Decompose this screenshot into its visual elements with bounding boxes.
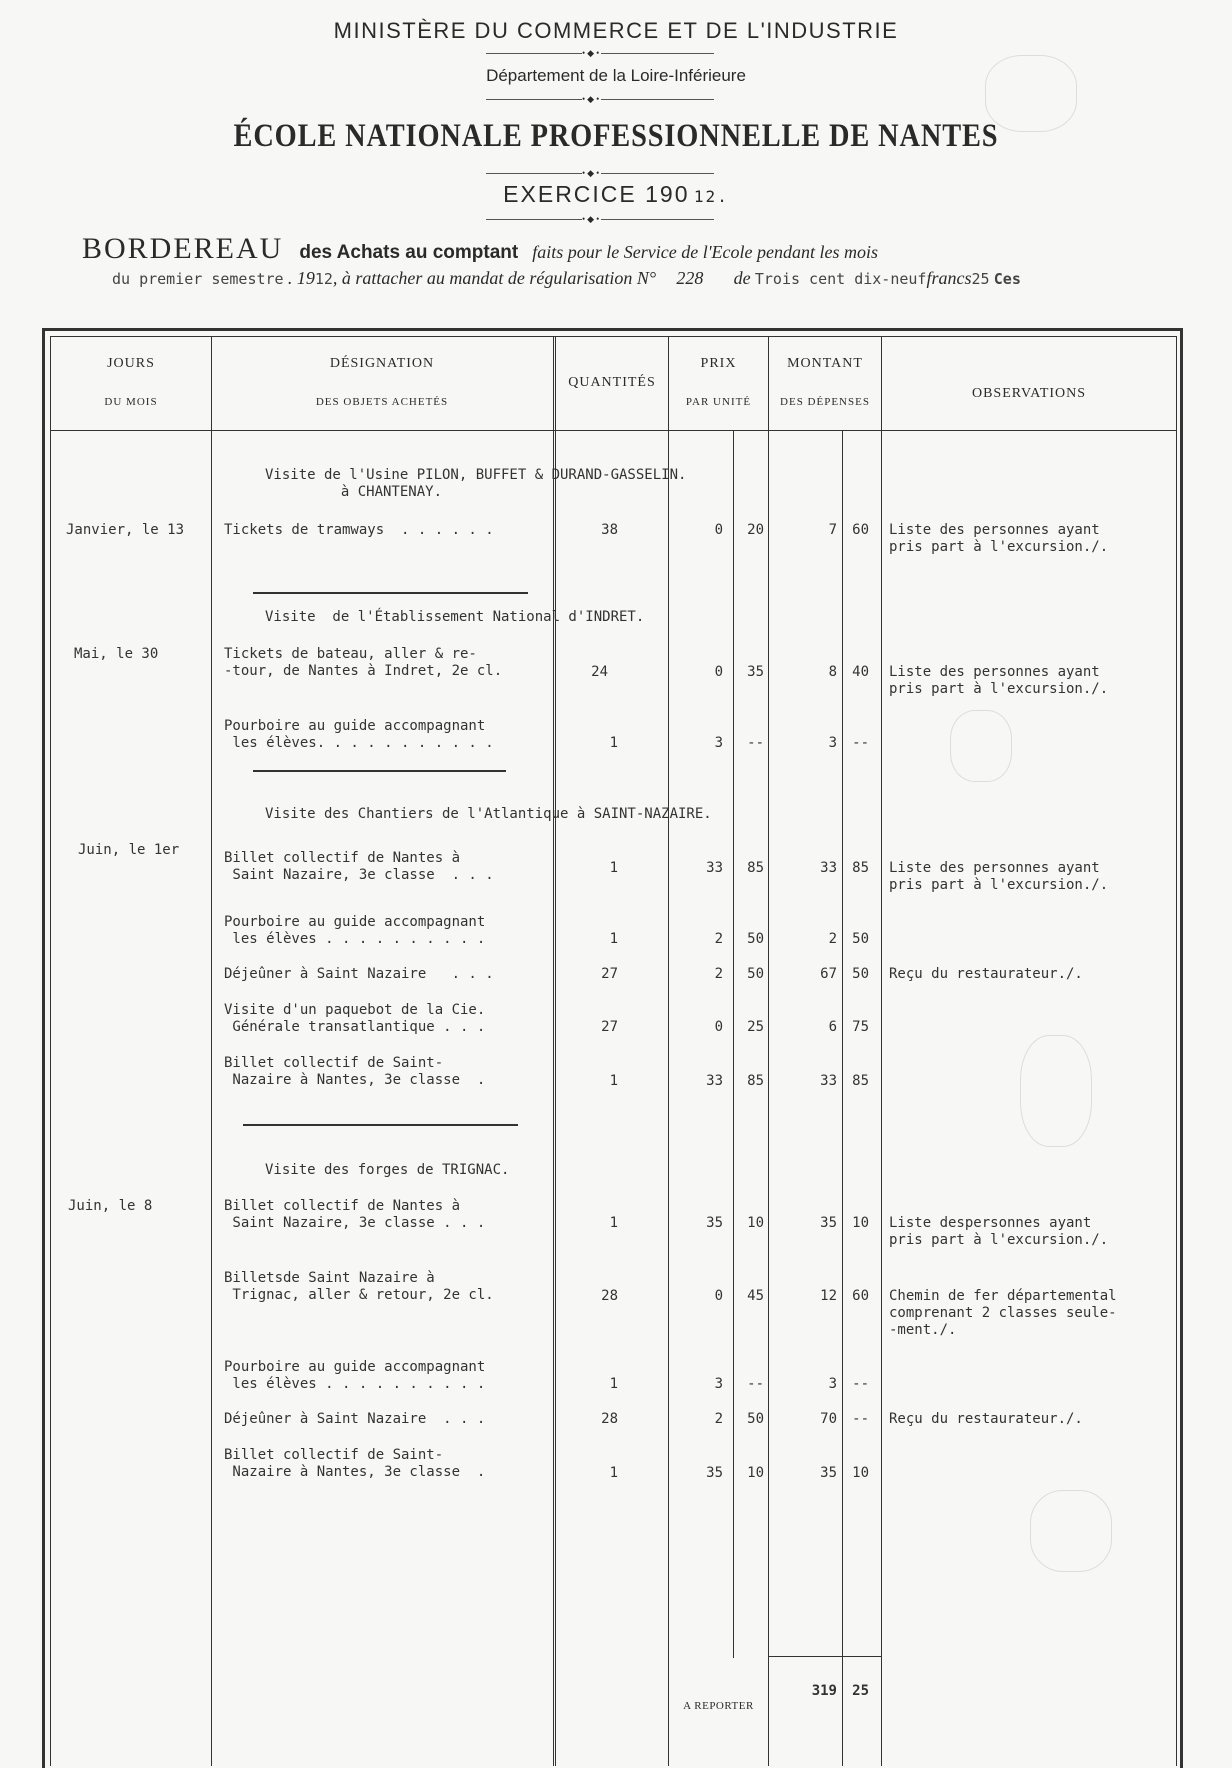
row-price-francs: 35 [706,1465,723,1481]
row-description: Tickets de bateau, aller & re- -tour, de Nantes à Indret, 2e cl. [224,646,503,679]
row-description: Pourboire au guide accompagnant les élèves . . . . . . . . . . [224,914,486,947]
col-divider [768,336,769,1766]
bordereau-title: BORDEREAU [82,232,284,265]
row-quantity: 38 [601,522,618,538]
row-price-cents: 25 [747,1019,764,1035]
total-francs: 319 [811,1683,837,1699]
pencil-annotation-mark [1020,1035,1092,1147]
row-amount-francs: 8 [828,664,837,680]
row-quantity: 27 [601,966,618,982]
row-price-francs: 33 [706,860,723,876]
row-price-francs: 0 [714,664,723,680]
col-par-unite: PAR UNITÉ [685,396,752,408]
row-amount-francs: 7 [828,522,837,538]
row-price-cents: 85 [747,860,764,876]
row-amount-cents: -- [852,735,869,751]
row-date: Juin, le 1er [78,842,180,858]
school-name: ÉCOLE NATIONALE PROFESSIONNELLE DE NANTES [233,118,999,154]
francs-word: francs [926,268,972,288]
row-amount-francs: 67 [820,966,837,982]
col-divider [211,336,212,1766]
cents-divider [842,430,843,1766]
row-price-francs: 0 [714,522,723,538]
row-observation: Reçu du restaurateur./. [889,1411,1083,1427]
col-designation: DÉSIGNATION [329,356,435,371]
row-description: Pourboire au guide accompagnant les élèves . . . . . . . . . . [224,1359,486,1392]
mandat-text: , à rattacher au mandat de régularisation N° [332,268,657,288]
mandat-line: du premier semestre . 1912, à rattacher au mandat de régularisation N° 228 de Trois cent dix-neuffrancs25 Ces [112,268,1021,288]
row-quantity: 1 [609,735,618,751]
ornament-rule: •◆• [486,53,714,54]
exercice-year: 12 [693,187,718,206]
row-amount-francs: 35 [820,1215,837,1231]
row-observation: Reçu du restaurateur./. [889,966,1083,982]
row-price-cents: 50 [747,931,764,947]
cents-label: Ces [993,270,1021,288]
row-amount-cents: 50 [852,931,869,947]
ornament-rule: •◆• [486,173,714,174]
row-description: Billet collectif de Nantes à Saint Nazaire, 3e classe . . . [224,1198,486,1231]
row-amount-cents: -- [852,1376,869,1392]
total-rule [768,1656,881,1657]
row-observation: Chemin de fer départemental comprenant 2 classes seule- -ment./. [889,1288,1117,1338]
row-amount-francs: 3 [828,735,837,751]
row-amount-francs: 70 [820,1411,837,1427]
col-prix: PRIX [700,356,737,371]
row-description: Tickets de tramways . . . . . . [224,522,494,538]
col-quantites: QUANTITÉS [568,375,656,390]
exercice-line: EXERCICE 190 12. [503,181,729,207]
achats-label: des Achats au comptant [299,242,519,263]
bordereau-line [82,232,1162,266]
row-price-francs: 33 [706,1073,723,1089]
section-heading: Visite de l'Établissement National d'INDRET. [265,609,645,625]
row-quantity: 28 [601,1411,618,1427]
row-amount-cents: 40 [852,664,869,680]
amount-words: Trois cent dix-neuf [754,270,927,288]
row-amount-francs: 33 [820,1073,837,1089]
section-heading: Visite de l'Usine PILON, BUFFET & DURAND-GASSELIN. à CHANTENAY. [265,467,687,500]
row-amount-francs: 33 [820,860,837,876]
a-reporter-label: A REPORTER [683,1700,754,1712]
row-quantity: 1 [609,1215,618,1231]
col-du-mois: DU MOIS [104,396,158,408]
row-amount-cents: 10 [852,1465,869,1481]
semester-text: du premier semestre [112,270,284,288]
row-amount-cents: 85 [852,1073,869,1089]
row-amount-cents: 50 [852,966,869,982]
pencil-annotation-mark [985,55,1077,132]
row-amount-cents: 10 [852,1215,869,1231]
row-description: Billetsde Saint Nazaire à Trignac, aller & retour, 2e cl. [224,1270,494,1303]
col-jours: JOURS [107,356,155,371]
row-description: Visite d'un paquebot de la Cie. Générale transatlantique . . . [224,1002,486,1035]
row-price-francs: 0 [714,1288,723,1304]
row-observation: Liste des personnes ayant pris part à l'excursion./. [889,522,1109,555]
row-date: Janvier, le 13 [66,522,185,538]
ornament-rule: •◆• [486,99,714,100]
col-divider [668,336,669,1766]
row-quantity: 1 [609,860,618,876]
pencil-annotation-mark [950,710,1012,782]
row-quantity: 1 [609,1073,618,1089]
col-depenses: DES DÉPENSES [780,396,870,408]
mandat-number: 228 [676,268,704,288]
row-quantity: 1 [609,1376,618,1392]
row-description: Déjeûner à Saint Nazaire . . . [224,1411,486,1427]
year-suffix: 12 [314,270,333,288]
row-description: Déjeûner à Saint Nazaire . . . [224,966,494,982]
row-amount-cents: -- [852,1411,869,1427]
section-separator [253,770,506,772]
ministry-title: MINISTÈRE DU COMMERCE ET DE L'INDUSTRIE [333,18,899,43]
row-price-cents: 20 [747,522,764,538]
row-price-francs: 0 [714,1019,723,1035]
row-price-francs: 2 [714,931,723,947]
row-price-cents: 10 [747,1465,764,1481]
row-observation: Liste despersonnes ayant pris part à l'excursion./. [889,1215,1109,1248]
header-rule [50,430,1177,431]
row-price-cents: 45 [747,1288,764,1304]
row-amount-francs: 3 [828,1376,837,1392]
row-amount-francs: 35 [820,1465,837,1481]
row-quantity: 28 [601,1288,618,1304]
row-price-cents: 10 [747,1215,764,1231]
row-price-cents: 85 [747,1073,764,1089]
row-price-francs: 35 [706,1215,723,1231]
col-observations: OBSERVATIONS [971,386,1087,401]
row-description: Pourboire au guide accompagnant les élèves. . . . . . . . . . . [224,718,494,751]
row-price-francs: 2 [714,1411,723,1427]
row-description: Billet collectif de Nantes à Saint Nazaire, 3e classe . . . [224,850,494,883]
col-objets: DES OBJETS ACHETÉS [315,396,449,408]
col-divider [555,336,556,1766]
row-price-cents: -- [747,1376,764,1392]
row-price-cents: 50 [747,1411,764,1427]
service-text: faits pour le Service de l'Ecole pendant les mois [532,242,879,262]
section-heading: Visite des Chantiers de l'Atlantique à SAINT-NAZAIRE. [265,806,712,822]
section-heading: Visite des forges de TRIGNAC. [265,1162,510,1178]
row-price-francs: 3 [714,735,723,751]
row-quantity: 24 [591,664,608,680]
row-quantity: 1 [609,1465,618,1481]
row-price-francs: 2 [714,966,723,982]
row-quantity: 1 [609,931,618,947]
cents-amount: 25 [971,270,990,288]
row-price-cents: 50 [747,966,764,982]
row-observation: Liste des personnes ayant pris part à l'excursion./. [889,664,1109,697]
section-separator [243,1124,518,1126]
exercice-label: EXERCICE 19 [503,181,675,207]
ornament-rule: •◆• [486,219,714,220]
de-word: de [733,268,751,288]
col-divider [881,336,882,1766]
row-amount-francs: 6 [828,1019,837,1035]
row-amount-cents: 75 [852,1019,869,1035]
row-date: Mai, le 30 [74,646,159,662]
row-amount-cents: 85 [852,860,869,876]
row-description: Billet collectif de Saint- Nazaire à Nantes, 3e classe . [224,1447,486,1480]
section-separator [253,592,528,594]
department-name: Département de la Loire-Inférieure [486,66,746,85]
row-price-cents: 35 [747,664,764,680]
col-divider [553,336,554,1766]
col-montant: MONTANT [787,356,863,371]
row-amount-francs: 12 [820,1288,837,1304]
row-amount-cents: 60 [852,522,869,538]
total-cents: 25 [852,1683,869,1699]
row-amount-cents: 60 [852,1288,869,1304]
row-amount-francs: 2 [828,931,837,947]
row-observation: Liste des personnes ayant pris part à l'excursion./. [889,860,1109,893]
row-description: Billet collectif de Saint- Nazaire à Nantes, 3e classe . [224,1055,486,1088]
row-price-cents: -- [747,735,764,751]
pencil-annotation-mark [1030,1490,1112,1572]
row-date: Juin, le 8 [68,1198,153,1214]
row-price-francs: 3 [714,1376,723,1392]
row-quantity: 27 [601,1019,618,1035]
